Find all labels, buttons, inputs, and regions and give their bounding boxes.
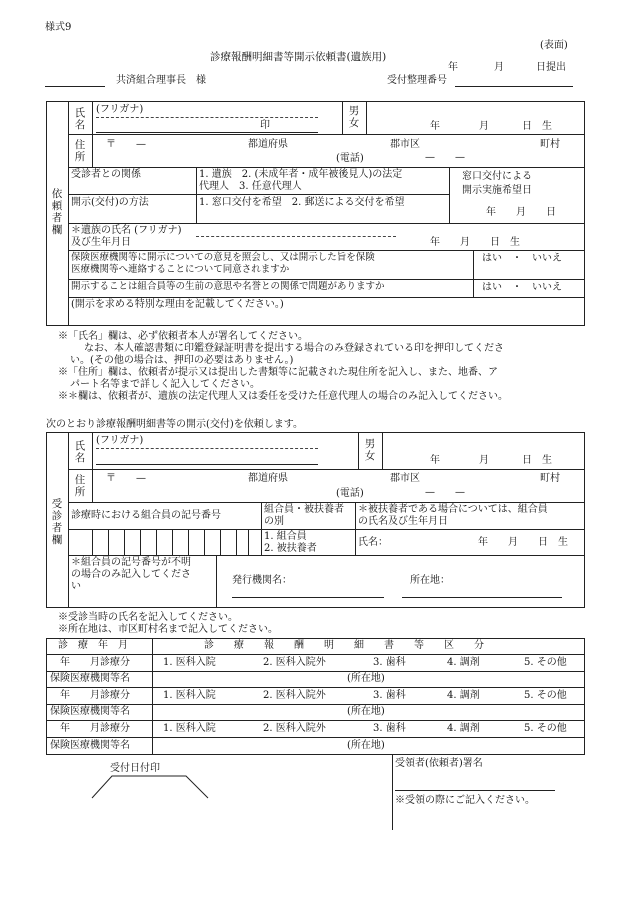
requester-gender[interactable]: 男女 bbox=[348, 105, 360, 129]
requester-name-field[interactable] bbox=[96, 132, 318, 133]
note-address-2: パート名等まで詳しく記入してください。 bbox=[70, 379, 260, 390]
patient-phone-label: (電話) bbox=[336, 488, 364, 499]
requester-furigana-line[interactable] bbox=[96, 117, 318, 118]
window-date-label-1: 窓口交付による bbox=[462, 171, 532, 182]
note-signature: ※「氏名」欄は、必ず依頼者本人が署名してください。 bbox=[58, 331, 308, 342]
request-intro: 次のとおり診療報酬明細書等の開示(交付)を依頼します。 bbox=[46, 419, 304, 430]
relation-options-2[interactable]: 代理人 3. 任意代理人 bbox=[199, 181, 302, 192]
chief-prefix-line bbox=[45, 86, 105, 87]
dependent-label-1: ＊被扶養者である場合については、組合員 bbox=[358, 504, 548, 515]
consent-question-1: 保険医療機関等に開示についての意見を照会し、又は開示した旨を保険 bbox=[71, 252, 375, 263]
side-label: (表面) bbox=[540, 40, 568, 51]
recipient-signature-field[interactable] bbox=[395, 790, 555, 791]
form-title: 診療報酬明細書等開示依頼書(遺族用) bbox=[210, 51, 387, 63]
chief-addressee: 共済組合理事長 様 bbox=[116, 75, 206, 86]
requester-town: 町村 bbox=[540, 139, 560, 150]
patient-name-field[interactable] bbox=[96, 464, 318, 465]
requester-prefecture: 都道府県 bbox=[248, 139, 288, 150]
signature-note: ※受領の際にご記入ください。 bbox=[395, 795, 535, 806]
seal-mark: 印 bbox=[260, 120, 270, 131]
relation-options-1[interactable]: 1. 遺族 2. (未成年者・成年被後見人)の法定 bbox=[199, 169, 403, 180]
dependent-name-field[interactable]: 氏名： bbox=[358, 537, 388, 548]
consent-question-2: 医療機関等へ連絡することについて同意されますか bbox=[71, 264, 290, 275]
bereaved-birth-field[interactable]: 年 月 日 生 bbox=[430, 237, 520, 248]
option-inpatient[interactable]: 1. 医科入院 bbox=[163, 657, 216, 668]
patient-gender[interactable]: 男女 bbox=[364, 438, 376, 462]
member-type-label-1: 組合員・被扶養者 bbox=[264, 504, 344, 515]
issuer-field[interactable] bbox=[232, 597, 384, 598]
consent-answer[interactable]: はい ・ いいえ bbox=[482, 253, 562, 264]
option-outpatient[interactable]: 2. 医科入院外 bbox=[263, 690, 326, 701]
issuer-label: 発行機関名： bbox=[232, 575, 292, 586]
patient-birth-year: 年 bbox=[430, 455, 440, 466]
detail-month-field[interactable]: 年 月診療分 bbox=[60, 723, 130, 734]
institution-name-field[interactable]: 保険医療機関等名 bbox=[50, 740, 130, 751]
member-type-option-1[interactable]: 1. 組合員 bbox=[264, 531, 307, 542]
option-dental[interactable]: 3. 歯科 bbox=[373, 690, 406, 701]
note-seal-2: い。(その他の場合は、押印の必要はありません。) bbox=[70, 355, 294, 366]
relation-label: 受診者との関係 bbox=[71, 169, 141, 180]
note-asterisk: ※＊欄は、依頼者が、遺族の法定代理人又は委任を受けた任意代理人の場合のみ記入してください。 bbox=[58, 391, 508, 402]
form-number: 様式9 bbox=[45, 22, 72, 33]
honor-question: 開示することは組合員等の生前の意思や名誉との関係で問題がありますか bbox=[71, 281, 385, 292]
requester-address-label: 住所 bbox=[74, 139, 86, 163]
requester-birth-day: 日 生 bbox=[522, 121, 552, 132]
window-date-label-2: 開示実施希望日 bbox=[462, 185, 532, 196]
col-statement-type: 診 療 報 酬 明 細 書 等 区 分 bbox=[204, 640, 484, 651]
option-pharmacy[interactable]: 4. 調剤 bbox=[447, 723, 480, 734]
detail-month-field[interactable]: 年 月診療分 bbox=[60, 690, 130, 701]
requester-phone-label: (電話) bbox=[336, 153, 364, 164]
patient-birth-day: 日 生 bbox=[522, 455, 552, 466]
option-outpatient[interactable]: 2. 医科入院外 bbox=[263, 657, 326, 668]
submit-year: 年 bbox=[448, 62, 458, 73]
dependent-label-2: の氏名及び生年月日 bbox=[358, 516, 448, 527]
symbol-number-label: 診療時における組合員の記号番号 bbox=[71, 510, 221, 521]
method-options[interactable]: 1. 窓口交付を希望 2. 郵送による交付を希望 bbox=[199, 197, 405, 208]
special-reason-field[interactable]: (開示を求める特別な理由を記載してください。) bbox=[71, 299, 284, 310]
requester-birth-month: 月 bbox=[479, 121, 489, 132]
institution-location-field[interactable]: (所在地) bbox=[347, 740, 385, 751]
method-label: 開示(交付)の方法 bbox=[71, 197, 149, 208]
honor-answer[interactable]: はい ・ いいえ bbox=[482, 282, 562, 293]
member-type-label-2: の別 bbox=[264, 516, 284, 527]
bereaved-birth-label: 及び生年月日 bbox=[71, 237, 131, 248]
option-pharmacy[interactable]: 4. 調剤 bbox=[447, 690, 480, 701]
option-inpatient[interactable]: 1. 医科入院 bbox=[163, 723, 216, 734]
requester-city: 郡市区 bbox=[390, 139, 420, 150]
unknown-symbol-note-3: い bbox=[71, 581, 81, 592]
receipt-number-line[interactable] bbox=[455, 86, 573, 87]
dependent-birth-field[interactable]: 年 月 日 生 bbox=[478, 537, 568, 548]
option-other[interactable]: 5. その他 bbox=[524, 657, 567, 668]
receipt-number-label: 受付整理番号 bbox=[387, 75, 447, 86]
issuer-location-field[interactable] bbox=[402, 597, 562, 598]
note-address-1: ※「住所」欄は、依頼者が提示又は提出した書類等に記載された現住所を記入し、また、地番、ア bbox=[58, 367, 498, 378]
institution-location-field[interactable]: (所在地) bbox=[347, 706, 385, 717]
option-other[interactable]: 5. その他 bbox=[524, 690, 567, 701]
institution-name-field[interactable]: 保険医療機関等名 bbox=[50, 706, 130, 717]
patient-phone[interactable]: — — bbox=[425, 487, 465, 498]
option-other[interactable]: 5. その他 bbox=[524, 723, 567, 734]
patient-furigana-line[interactable] bbox=[96, 448, 318, 449]
patient-address-label: 住所 bbox=[74, 474, 86, 498]
requester-phone[interactable]: — — bbox=[425, 152, 465, 163]
patient-furigana: (フリガナ) bbox=[96, 435, 144, 446]
patient-birth-month: 月 bbox=[479, 455, 489, 466]
institution-name-field[interactable]: 保険医療機関等名 bbox=[50, 673, 130, 684]
note-seal-1: なお、本人確認書類に印鑑登録証明書を提出する場合のみ登録されている印を押印してくださ bbox=[84, 343, 504, 354]
col-treatment-month: 診 療 年 月 bbox=[58, 640, 128, 651]
option-dental[interactable]: 3. 歯科 bbox=[373, 657, 406, 668]
institution-location-field[interactable]: (所在地) bbox=[347, 673, 385, 684]
note-location: ※所在地は、市区町村名まで記入してください。 bbox=[58, 624, 278, 635]
patient-side-label: 受診者欄 bbox=[51, 498, 63, 546]
requester-furigana: (フリガナ) bbox=[96, 104, 144, 115]
patient-city: 郡市区 bbox=[390, 473, 420, 484]
option-inpatient[interactable]: 1. 医科入院 bbox=[163, 690, 216, 701]
member-type-option-2[interactable]: 2. 被扶養者 bbox=[264, 543, 317, 554]
submit-month: 月 bbox=[494, 62, 504, 73]
requester-postal[interactable]: 〒 — bbox=[106, 139, 146, 150]
option-outpatient[interactable]: 2. 医科入院外 bbox=[263, 723, 326, 734]
recipient-signature-label: 受領者(依頼者)署名 bbox=[395, 758, 483, 769]
option-pharmacy[interactable]: 4. 調剤 bbox=[447, 657, 480, 668]
window-date-field[interactable]: 年 月 日 bbox=[486, 207, 556, 218]
patient-postal[interactable]: 〒 — bbox=[106, 473, 146, 484]
detail-month-field[interactable]: 年 月診療分 bbox=[60, 657, 130, 668]
bereaved-name-label: ＊遺族の氏名 (フリガナ) bbox=[71, 225, 182, 236]
patient-prefecture: 都道府県 bbox=[248, 473, 288, 484]
requester-birth-year: 年 bbox=[430, 121, 440, 132]
unknown-symbol-note-1: ＊組合員の記号番号が不明 bbox=[71, 557, 191, 568]
receipt-date-stamp bbox=[90, 774, 210, 800]
requester-side-label: 依頼者欄 bbox=[51, 188, 63, 236]
unknown-symbol-note-2: の場合のみ記入してくださ bbox=[71, 569, 191, 580]
issuer-location-label: 所在地： bbox=[410, 575, 450, 586]
submit-day: 日提出 bbox=[536, 62, 566, 73]
requester-name-label: 氏名 bbox=[74, 107, 86, 131]
option-dental[interactable]: 3. 歯科 bbox=[373, 723, 406, 734]
note-patient-name: ※受診当時の氏名を記入してください。 bbox=[58, 612, 238, 623]
patient-name-label: 氏名 bbox=[74, 440, 86, 464]
patient-town: 町村 bbox=[540, 473, 560, 484]
receipt-date-stamp-label: 受付日付印 bbox=[110, 763, 160, 774]
bereaved-name-field[interactable] bbox=[196, 236, 396, 237]
